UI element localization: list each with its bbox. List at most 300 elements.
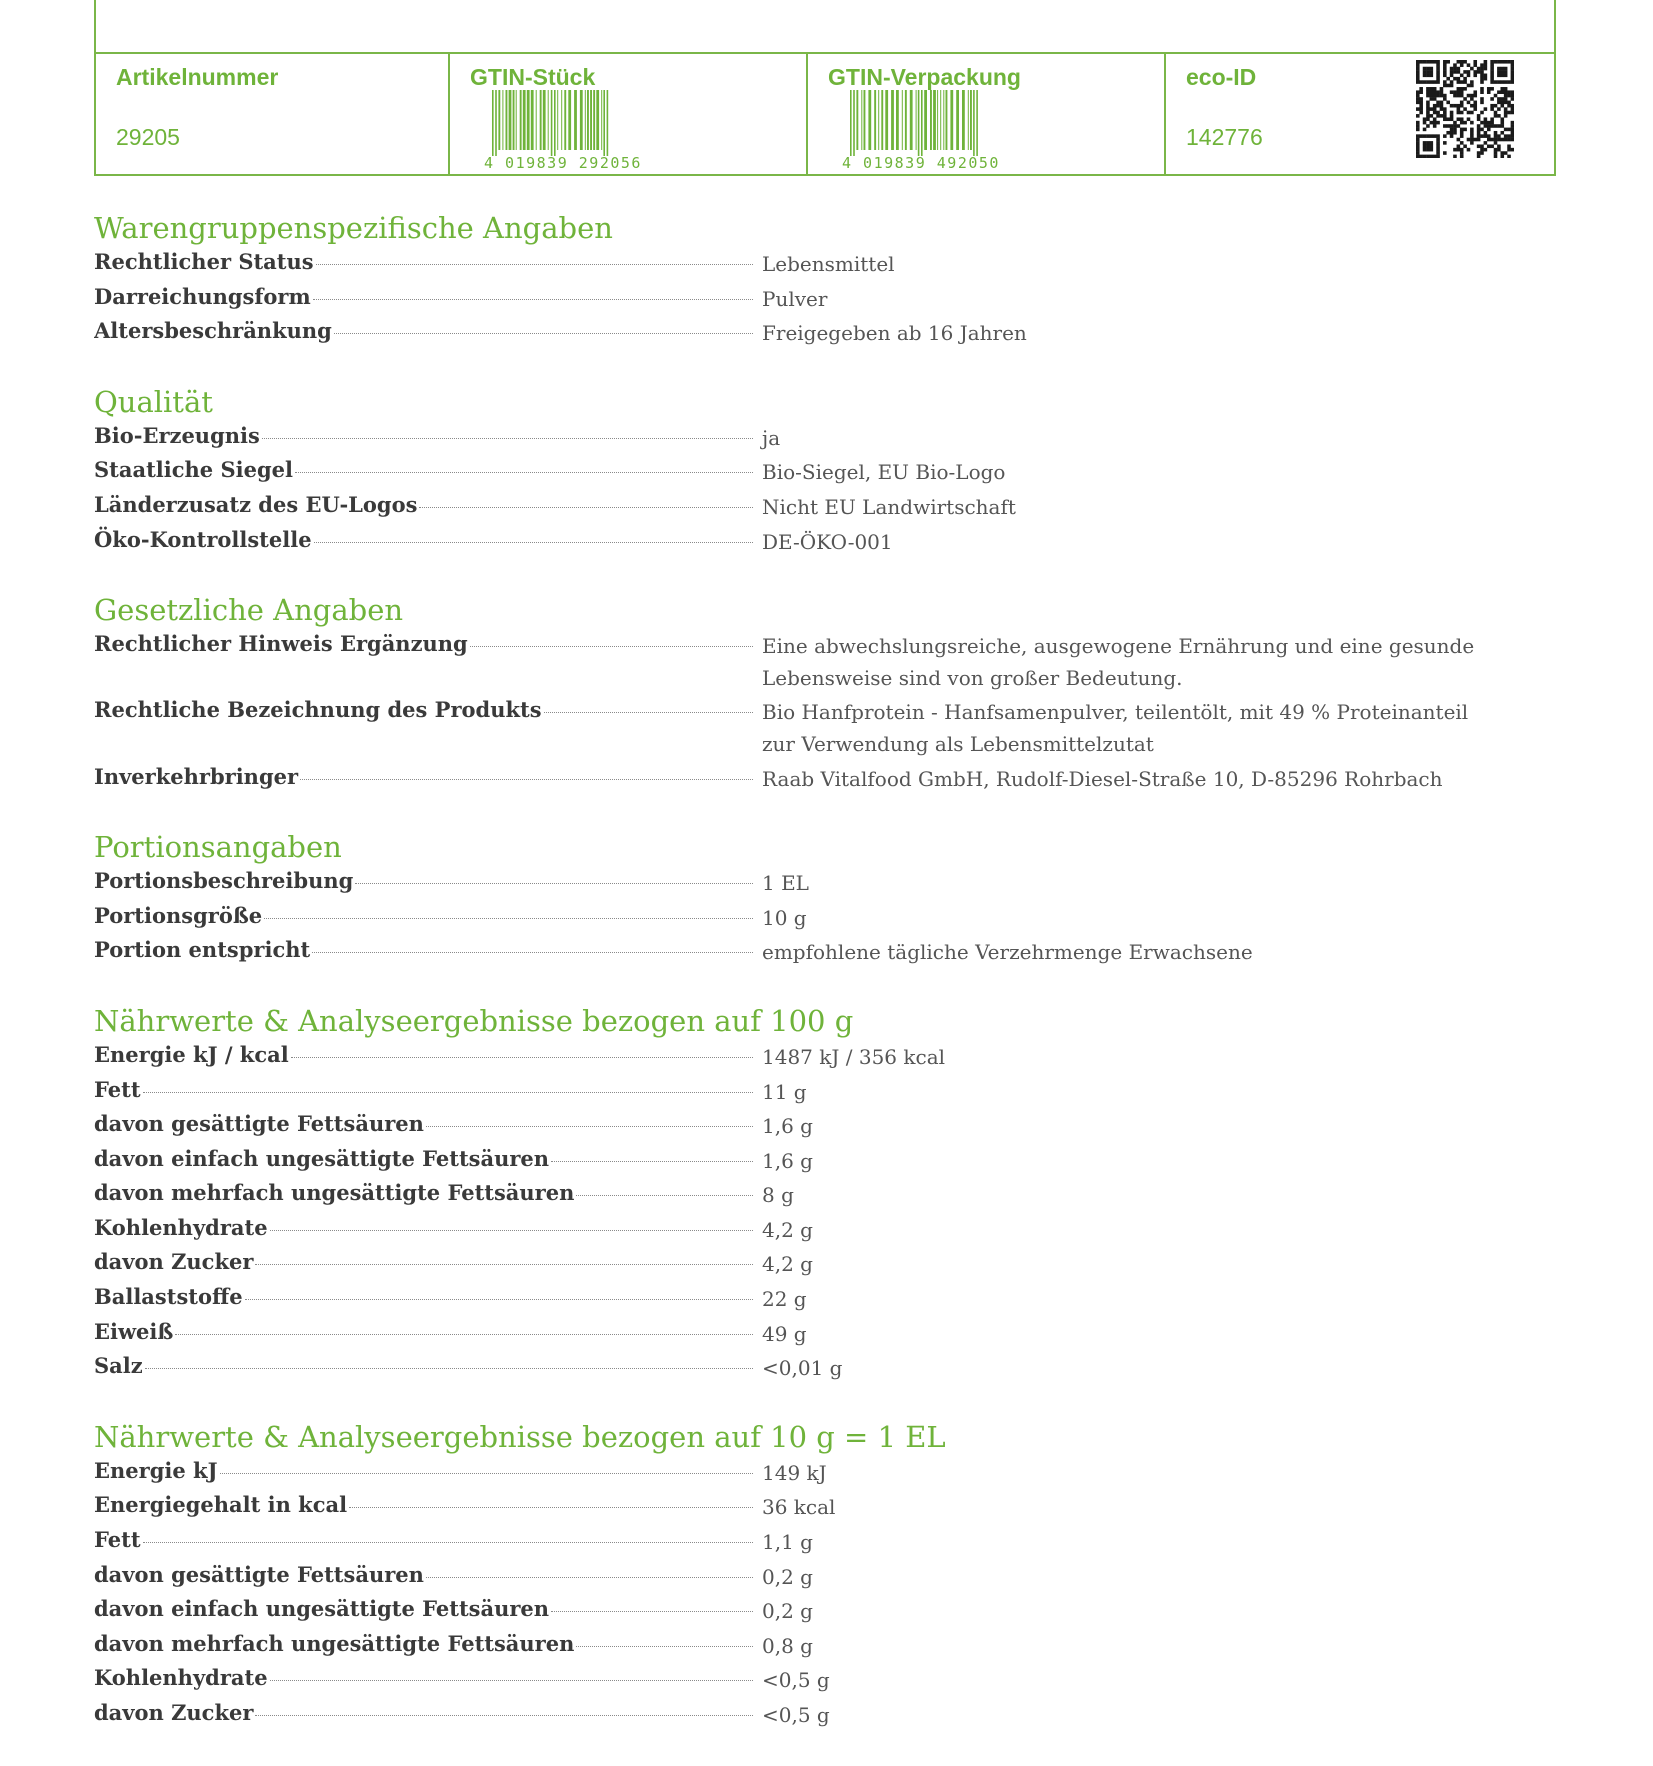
qr-module bbox=[1426, 87, 1430, 91]
attribute-label: Salz bbox=[94, 1353, 143, 1379]
qr-module bbox=[1500, 124, 1504, 128]
qr-module bbox=[1477, 124, 1481, 128]
qr-module bbox=[1457, 148, 1461, 152]
barcode-bar bbox=[531, 90, 534, 150]
attribute-value: 8 g bbox=[762, 1183, 794, 1208]
eco-id-cell bbox=[1164, 54, 1554, 174]
attribute-key-cell bbox=[94, 524, 757, 559]
dot-leader bbox=[426, 1577, 753, 1578]
qr-module bbox=[1436, 134, 1440, 138]
qr-module bbox=[1494, 134, 1498, 138]
attribute-label: davon einfach ungesättigte Fettsäuren bbox=[94, 1596, 550, 1622]
attribute-label: Öko-Kontrollstelle bbox=[94, 526, 312, 552]
qr-module bbox=[1460, 111, 1464, 115]
qr-module bbox=[1484, 60, 1488, 64]
qr-module bbox=[1430, 141, 1434, 145]
qr-module bbox=[1490, 67, 1494, 71]
attribute-row bbox=[94, 761, 1564, 796]
qr-module bbox=[1477, 117, 1481, 121]
barcode-bar bbox=[853, 90, 855, 156]
qr-module bbox=[1460, 117, 1464, 121]
qr-module bbox=[1430, 97, 1434, 101]
barcode-bar bbox=[970, 90, 972, 150]
qr-module bbox=[1477, 128, 1481, 132]
qr-module bbox=[1507, 104, 1511, 108]
qr-module bbox=[1477, 114, 1481, 118]
attribute-row bbox=[94, 281, 1564, 316]
attribute-label: Staatliche Siegel bbox=[94, 457, 293, 483]
qr-module bbox=[1511, 94, 1514, 98]
qr-module bbox=[1497, 148, 1501, 152]
qr-module bbox=[1470, 94, 1474, 98]
qr-module bbox=[1433, 107, 1437, 111]
qr-module bbox=[1504, 151, 1508, 155]
barcode-bar bbox=[607, 90, 609, 156]
attribute-row bbox=[94, 1212, 1564, 1247]
qr-module bbox=[1426, 80, 1430, 84]
qr-module bbox=[1416, 148, 1420, 152]
section-title: Qualität bbox=[94, 384, 213, 419]
attribute-key-cell bbox=[94, 454, 757, 489]
qr-module bbox=[1497, 134, 1501, 138]
qr-module bbox=[1494, 141, 1498, 145]
section-gesetzliche-angaben bbox=[94, 592, 1564, 795]
qr-module bbox=[1500, 67, 1504, 71]
qr-module bbox=[1416, 138, 1420, 142]
qr-module bbox=[1490, 121, 1494, 125]
qr-module bbox=[1490, 104, 1494, 108]
qr-module bbox=[1480, 70, 1484, 74]
attribute-value: Lebensmittel bbox=[762, 252, 895, 276]
attribute-row bbox=[94, 1697, 1564, 1732]
qr-module bbox=[1446, 101, 1450, 105]
qr-module bbox=[1480, 67, 1484, 71]
barcode-bar bbox=[548, 90, 549, 150]
qr-module bbox=[1504, 90, 1508, 94]
qr-module bbox=[1457, 144, 1461, 148]
qr-module bbox=[1484, 117, 1488, 121]
qr-module bbox=[1487, 128, 1491, 132]
qr-module bbox=[1470, 128, 1474, 132]
attribute-label: Darreichungsform bbox=[94, 283, 311, 309]
qr-module bbox=[1470, 121, 1474, 125]
qr-module bbox=[1430, 107, 1434, 111]
qr-module bbox=[1423, 128, 1427, 132]
qr-module bbox=[1484, 77, 1488, 81]
dot-leader bbox=[313, 299, 753, 300]
qr-module bbox=[1467, 63, 1471, 67]
attribute-label: Energie kJ bbox=[94, 1457, 218, 1483]
dot-leader bbox=[426, 1126, 753, 1127]
qr-module bbox=[1490, 70, 1494, 74]
qr-module bbox=[1436, 60, 1440, 64]
qr-module bbox=[1504, 114, 1508, 118]
attribute-key-cell bbox=[94, 1593, 757, 1628]
attribute-value: 11 g bbox=[762, 1079, 807, 1104]
qr-module bbox=[1416, 141, 1420, 145]
qr-module bbox=[1477, 151, 1481, 155]
attribute-label: Portionsgröße bbox=[94, 902, 263, 928]
dot-leader bbox=[551, 1161, 753, 1162]
attribute-key-cell bbox=[94, 281, 757, 316]
qr-module bbox=[1504, 128, 1508, 132]
qr-module bbox=[1484, 67, 1488, 71]
attribute-row bbox=[94, 1281, 1564, 1316]
attribute-row bbox=[94, 1143, 1564, 1178]
barcode-bar bbox=[596, 90, 599, 150]
qr-module bbox=[1480, 144, 1484, 148]
qr-module bbox=[1457, 94, 1461, 98]
qr-module bbox=[1507, 60, 1511, 64]
qr-module bbox=[1423, 148, 1427, 152]
qr-module bbox=[1436, 70, 1440, 74]
dot-leader bbox=[270, 1680, 753, 1681]
barcode-bar bbox=[896, 90, 899, 150]
attribute-value: <0,5 g bbox=[762, 1703, 830, 1727]
qr-module bbox=[1416, 155, 1420, 158]
attribute-value: 4,2 g bbox=[762, 1252, 813, 1277]
qr-module bbox=[1426, 155, 1430, 158]
attribute-label: Bio-Erzeugnis bbox=[94, 422, 260, 448]
qr-module bbox=[1484, 74, 1488, 78]
section-title: Warengruppenspezifische Angaben bbox=[94, 211, 613, 245]
qr-module bbox=[1477, 67, 1481, 71]
qr-module bbox=[1416, 124, 1420, 128]
qr-module bbox=[1494, 111, 1498, 115]
qr-module bbox=[1450, 84, 1454, 88]
qr-module bbox=[1426, 90, 1430, 94]
qr-module bbox=[1480, 63, 1484, 67]
section-title: Nährwerte & Analyseergebnisse bezogen auf 100 g bbox=[94, 1003, 854, 1038]
qr-module bbox=[1436, 144, 1440, 148]
qr-module bbox=[1453, 121, 1457, 125]
attribute-key-cell bbox=[94, 1074, 757, 1109]
product-id-row bbox=[96, 52, 1554, 174]
qr-module bbox=[1484, 107, 1488, 111]
qr-module bbox=[1450, 80, 1454, 84]
qr-module bbox=[1453, 124, 1457, 128]
barcode-bar bbox=[580, 90, 583, 150]
attribute-row bbox=[94, 1039, 1564, 1074]
qr-module bbox=[1460, 101, 1464, 105]
qr-module bbox=[1497, 101, 1501, 105]
qr-module bbox=[1430, 60, 1434, 64]
qr-module bbox=[1416, 134, 1420, 138]
qr-module bbox=[1504, 80, 1508, 84]
qr-module bbox=[1450, 131, 1454, 135]
qr-module bbox=[1426, 94, 1430, 98]
qr-module bbox=[1436, 101, 1440, 105]
qr-module bbox=[1511, 134, 1514, 138]
dot-leader bbox=[576, 1195, 753, 1196]
barcode-bar bbox=[968, 90, 969, 150]
qr-module bbox=[1453, 70, 1457, 74]
attribute-row bbox=[94, 934, 1564, 969]
barcode-bar bbox=[561, 90, 562, 150]
attribute-value: DE-ÖKO-001 bbox=[762, 529, 893, 554]
attribute-row bbox=[94, 454, 1564, 489]
qr-module bbox=[1416, 63, 1420, 67]
qr-module bbox=[1460, 155, 1464, 158]
qr-module bbox=[1497, 107, 1501, 111]
qr-module bbox=[1453, 63, 1457, 67]
qr-module bbox=[1436, 94, 1440, 98]
qr-module bbox=[1473, 70, 1477, 74]
qr-module bbox=[1430, 94, 1434, 98]
barcode-bar bbox=[603, 90, 605, 156]
qr-module bbox=[1470, 80, 1474, 84]
attribute-value: empfohlene tägliche Verzehrmenge Erwachsene bbox=[762, 940, 1253, 965]
qr-module bbox=[1490, 87, 1494, 91]
attribute-row bbox=[94, 1628, 1564, 1663]
qr-module bbox=[1423, 67, 1427, 71]
dot-leader bbox=[220, 1473, 753, 1474]
dot-leader bbox=[355, 883, 753, 884]
qr-module bbox=[1426, 124, 1430, 128]
qr-module bbox=[1473, 90, 1477, 94]
attribute-key-cell bbox=[94, 865, 757, 900]
barcode-bar bbox=[918, 90, 920, 156]
barcode-bar bbox=[924, 90, 927, 150]
dot-leader bbox=[544, 712, 753, 713]
qr-module bbox=[1419, 90, 1423, 94]
qr-module bbox=[1504, 67, 1508, 71]
attribute-label: Eiweiß bbox=[94, 1318, 174, 1344]
qr-module bbox=[1443, 114, 1447, 118]
qr-module bbox=[1484, 134, 1488, 138]
product-id-box bbox=[94, 0, 1556, 176]
qr-module bbox=[1430, 144, 1434, 148]
qr-module bbox=[1467, 84, 1471, 88]
barcode-bar bbox=[574, 90, 577, 150]
qr-module bbox=[1443, 124, 1447, 128]
qr-module bbox=[1487, 138, 1491, 142]
attribute-key-cell bbox=[94, 246, 757, 281]
qr-module bbox=[1463, 77, 1467, 81]
qr-module bbox=[1463, 144, 1467, 148]
barcode-bar bbox=[601, 90, 602, 150]
attribute-value: 49 g bbox=[762, 1321, 807, 1346]
qr-module bbox=[1433, 87, 1437, 91]
attribute-label: davon mehrfach ungesättigte Fettsäuren bbox=[94, 1630, 575, 1656]
attribute-row bbox=[94, 1489, 1564, 1524]
attribute-row bbox=[94, 1559, 1564, 1594]
qr-module bbox=[1470, 67, 1474, 71]
barcode-bar bbox=[956, 90, 959, 150]
eco-id-value: 142776 bbox=[1186, 124, 1263, 150]
qr-module bbox=[1511, 104, 1514, 108]
qr-module bbox=[1426, 141, 1430, 145]
qr-module bbox=[1426, 114, 1430, 118]
qr-module bbox=[1494, 60, 1498, 64]
qr-module bbox=[1480, 121, 1484, 125]
qr-module bbox=[1443, 107, 1447, 111]
qr-module bbox=[1507, 94, 1511, 98]
qr-module bbox=[1500, 117, 1504, 121]
attribute-value: Freigegeben ab 16 Jahren bbox=[762, 321, 1027, 346]
qr-module bbox=[1467, 101, 1471, 105]
qr-module bbox=[1487, 144, 1491, 148]
qr-module bbox=[1477, 70, 1481, 74]
qr-module bbox=[1453, 155, 1457, 158]
qr-module bbox=[1436, 111, 1440, 115]
attribute-row bbox=[94, 628, 1564, 694]
barcode-bar bbox=[540, 90, 542, 150]
attribute-value: 36 kcal bbox=[762, 1495, 836, 1520]
attribute-row bbox=[94, 865, 1564, 900]
barcode-bar bbox=[520, 90, 522, 150]
artikelnummer-value: 29205 bbox=[116, 124, 180, 150]
qr-module bbox=[1430, 90, 1434, 94]
attribute-row bbox=[94, 1246, 1564, 1281]
qr-module bbox=[1484, 121, 1488, 125]
qr-module bbox=[1419, 107, 1423, 111]
dot-leader bbox=[312, 952, 753, 953]
qr-module bbox=[1460, 134, 1464, 138]
qr-module bbox=[1426, 104, 1430, 108]
qr-module bbox=[1490, 74, 1494, 78]
datasheet-content bbox=[94, 210, 1564, 1766]
attribute-label: davon gesättigte Fettsäuren bbox=[94, 1111, 424, 1137]
qr-module bbox=[1511, 111, 1514, 115]
qr-module bbox=[1507, 80, 1511, 84]
qr-module bbox=[1416, 70, 1420, 74]
barcode-bar bbox=[568, 90, 571, 150]
dot-leader bbox=[270, 1230, 753, 1231]
qr-module bbox=[1453, 67, 1457, 71]
section-n-hrwerte-analyseergebnisse-bezogen-auf-10-g-1-el bbox=[94, 1419, 1564, 1732]
attribute-row bbox=[94, 1455, 1564, 1490]
barcode-bar bbox=[885, 90, 888, 150]
qr-module bbox=[1463, 97, 1467, 101]
qr-module bbox=[1507, 90, 1511, 94]
qr-module bbox=[1480, 97, 1484, 101]
section-portionsangaben bbox=[94, 829, 1564, 969]
barcode-bar bbox=[506, 90, 508, 150]
qr-module bbox=[1430, 134, 1434, 138]
qr-module bbox=[1500, 138, 1504, 142]
attribute-label: Portion entspricht bbox=[94, 937, 311, 963]
qr-module bbox=[1470, 84, 1474, 88]
qr-module bbox=[1416, 94, 1420, 98]
attribute-label: Energie kJ / kcal bbox=[94, 1041, 289, 1067]
qr-module bbox=[1484, 148, 1488, 152]
qr-module bbox=[1497, 80, 1501, 84]
attribute-label: Rechtlicher Hinweis Ergänzung bbox=[94, 631, 468, 657]
qr-module bbox=[1460, 63, 1464, 67]
attribute-value: <0,01 g bbox=[762, 1356, 843, 1381]
dot-leader bbox=[576, 1646, 753, 1647]
qr-module bbox=[1426, 107, 1430, 111]
attribute-row bbox=[94, 1177, 1564, 1212]
qr-module bbox=[1473, 104, 1477, 108]
qr-module bbox=[1443, 134, 1447, 138]
qr-module bbox=[1416, 107, 1420, 111]
qr-module bbox=[1457, 80, 1461, 84]
qr-module bbox=[1430, 74, 1434, 78]
section-title: Gesetzliche Angaben bbox=[94, 593, 404, 628]
gtin-verpackung-digits: 4 019839 492050 bbox=[842, 154, 1000, 172]
qr-module bbox=[1460, 148, 1464, 152]
qr-module bbox=[1436, 114, 1440, 118]
qr-module bbox=[1423, 117, 1427, 121]
qr-module bbox=[1457, 60, 1461, 64]
gtin-stueck-cell bbox=[448, 54, 806, 174]
barcode-bar bbox=[850, 90, 852, 156]
qr-module bbox=[1423, 80, 1427, 84]
qr-module bbox=[1419, 97, 1423, 101]
qr-module bbox=[1494, 131, 1498, 135]
qr-module bbox=[1487, 87, 1491, 91]
qr-module bbox=[1436, 77, 1440, 81]
barcode-bar bbox=[856, 90, 858, 150]
qr-module bbox=[1433, 90, 1437, 94]
qr-module bbox=[1430, 114, 1434, 118]
qr-module bbox=[1423, 70, 1427, 74]
qr-module bbox=[1457, 124, 1461, 128]
qr-module bbox=[1426, 101, 1430, 105]
barcode-bar bbox=[498, 90, 500, 150]
attribute-key-cell bbox=[94, 1177, 757, 1212]
qr-module bbox=[1460, 128, 1464, 132]
attribute-value: 22 g bbox=[762, 1287, 807, 1312]
qr-module bbox=[1436, 155, 1440, 158]
qr-module bbox=[1423, 144, 1427, 148]
qr-module bbox=[1467, 138, 1471, 142]
qr-module bbox=[1504, 97, 1508, 101]
attribute-label: Altersbeschränkung bbox=[94, 318, 332, 344]
qr-module bbox=[1497, 144, 1501, 148]
qr-module bbox=[1484, 124, 1488, 128]
qr-module bbox=[1433, 155, 1437, 158]
qr-module bbox=[1484, 63, 1488, 67]
qr-module bbox=[1440, 101, 1444, 105]
dot-leader bbox=[334, 333, 753, 334]
dot-leader bbox=[255, 1264, 753, 1265]
qr-module bbox=[1443, 63, 1447, 67]
qr-module bbox=[1477, 134, 1481, 138]
qr-module bbox=[1473, 107, 1477, 111]
qr-module bbox=[1487, 121, 1491, 125]
attribute-label: Kohlenhydrate bbox=[94, 1214, 268, 1240]
dot-leader bbox=[262, 438, 753, 439]
qr-module bbox=[1453, 104, 1457, 108]
barcode-bar bbox=[878, 90, 879, 150]
qr-module bbox=[1467, 94, 1471, 98]
qr-module bbox=[1430, 155, 1434, 158]
qr-module bbox=[1457, 111, 1461, 115]
qr-module bbox=[1446, 117, 1450, 121]
qr-module bbox=[1470, 131, 1474, 135]
attribute-key-cell bbox=[94, 761, 757, 796]
barcode-bar bbox=[943, 90, 944, 150]
qr-module bbox=[1443, 141, 1447, 145]
dot-leader bbox=[316, 264, 753, 265]
qr-module bbox=[1416, 144, 1420, 148]
qr-module bbox=[1500, 121, 1504, 125]
gtin-stueck-label: GTIN-Stück bbox=[470, 64, 596, 90]
qr-module bbox=[1423, 60, 1427, 64]
qr-module bbox=[1450, 104, 1454, 108]
qr-module bbox=[1426, 60, 1430, 64]
attribute-key-cell bbox=[94, 900, 757, 935]
qr-module bbox=[1497, 67, 1501, 71]
qr-module bbox=[1484, 131, 1488, 135]
qr-module bbox=[1473, 60, 1477, 64]
qr-module bbox=[1500, 131, 1504, 135]
qr-module bbox=[1460, 80, 1464, 84]
qr-module bbox=[1460, 141, 1464, 145]
